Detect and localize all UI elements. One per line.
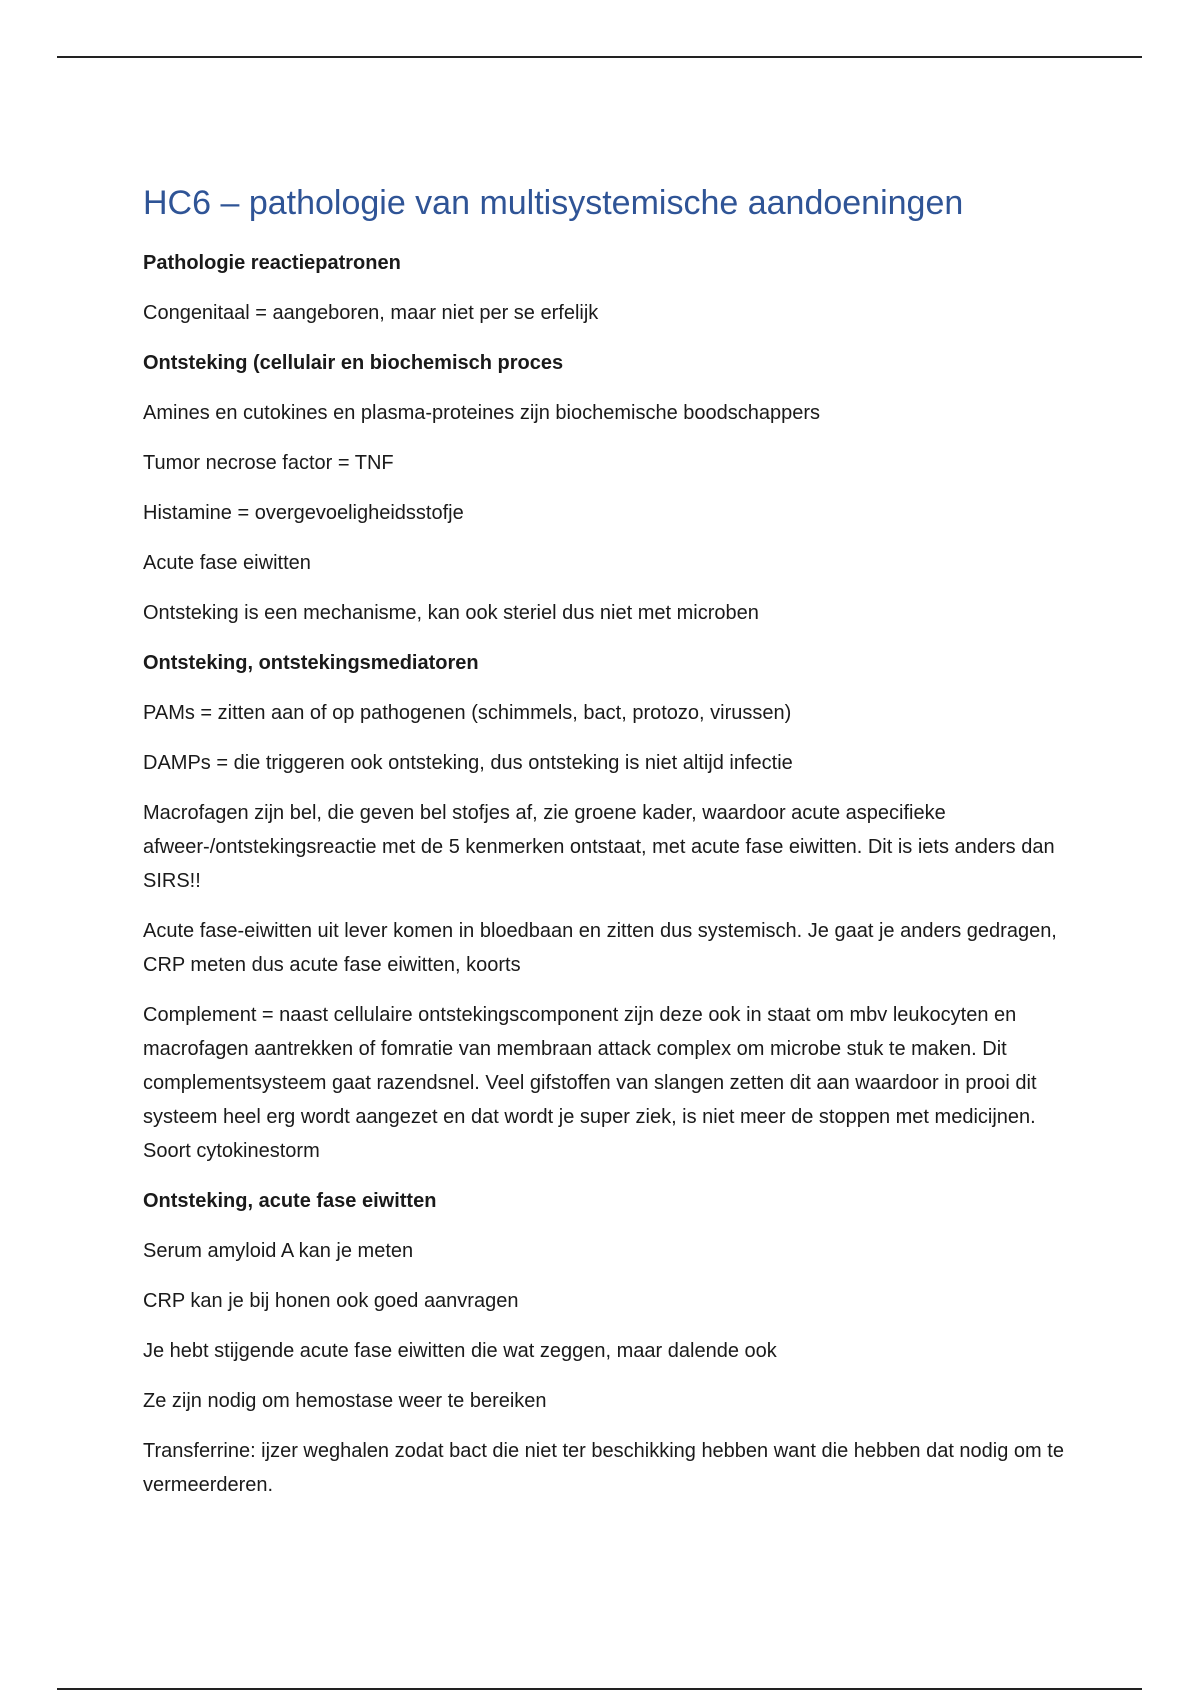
paragraph: Serum amyloid A kan je meten: [143, 1240, 414, 1262]
paragraph: Ze zijn nodig om hemostase weer te bereiken: [143, 1390, 547, 1412]
paragraph: Transferrine: ijzer weghalen zodat bact die niet ter beschikking hebben want die hebben dat nodig om te vermeerderen.: [143, 1440, 1064, 1496]
section-heading: Ontsteking, acute fase eiwitten: [143, 1190, 437, 1212]
paragraph: Acute fase eiwitten: [143, 552, 311, 574]
paragraph: Je hebt stijgende acute fase eiwitten die wat zeggen, maar dalende ook: [143, 1340, 777, 1362]
document-title: HC6 – pathologie van multisystemische aandoeningen: [143, 184, 964, 222]
paragraph: CRP kan je bij honen ook goed aanvragen: [143, 1290, 519, 1312]
header-rule: [57, 56, 1142, 58]
paragraph: DAMPs = die triggeren ook ontsteking, dus ontsteking is niet altijd infectie: [143, 752, 793, 774]
section-heading: Pathologie reactiepatronen: [143, 252, 401, 274]
paragraph: Acute fase-eiwitten uit lever komen in bloedbaan en zitten dus systemisch. Je gaat je anders gedragen, CRP meten dus acute fase eiwitten, koorts: [143, 920, 1057, 976]
paragraph: PAMs = zitten aan of op pathogenen (schimmels, bact, protozo, virussen): [143, 702, 792, 724]
paragraph: Macrofagen zijn bel, die geven bel stofjes af, zie groene kader, waardoor acute aspecifieke afweer-/ontstekingsreactie met de 5 kenmerken ontstaat, met acute fase eiwitten. Dit is iets anders dan SIRS!!: [143, 802, 1055, 892]
paragraph: Amines en cutokines en plasma-proteines zijn biochemische boodschappers: [143, 402, 821, 424]
paragraph: Ontsteking is een mechanisme, kan ook steriel dus niet met microben: [143, 602, 759, 624]
paragraph: Congenitaal = aangeboren, maar niet per se erfelijk: [143, 302, 599, 324]
paragraph: Histamine = overgevoeligheidsstofje: [143, 502, 464, 524]
section-heading: Ontsteking, ontstekingsmediatoren: [143, 652, 479, 674]
paragraph: Complement = naast cellulaire ontstekingscomponent zijn deze ook in staat om mbv leukocyten en macrofagen aantrekken of fomratie van membraan attack complex om microbe stuk te maken. Dit complementsysteem gaat razendsnel. Veel gifstoffen van slangen zetten dit aan waardoor in prooi dit systeem heel erg wordt aangezet en dat wordt je super ziek, is niet meer de stoppen met medicijnen. Soort cytokinestorm: [143, 1004, 1037, 1162]
section-heading: Ontsteking (cellulair en biochemisch proces: [143, 352, 564, 374]
footer-rule: [57, 1688, 1142, 1690]
document-body: [143, 180, 1073, 1518]
paragraph: Tumor necrose factor = TNF: [143, 452, 394, 474]
